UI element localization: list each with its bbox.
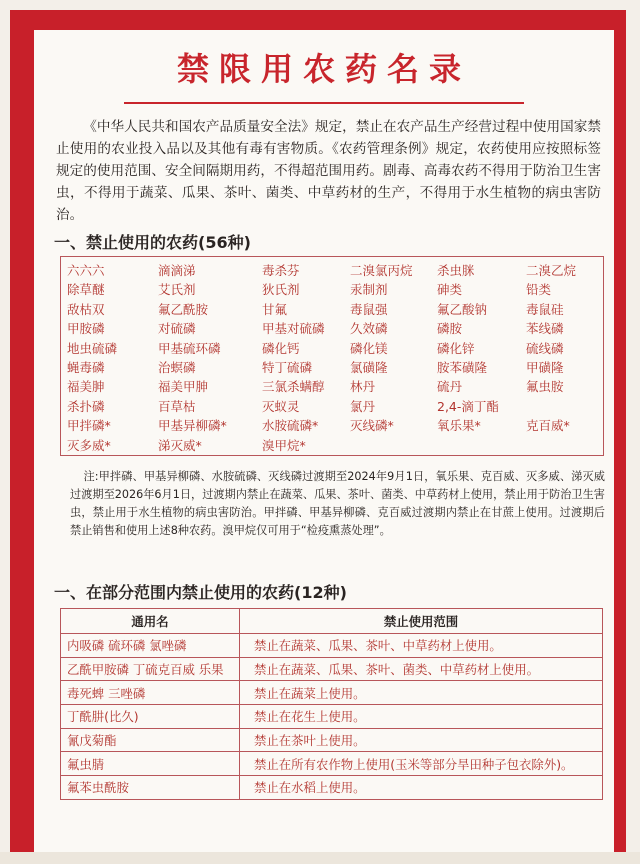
table-row — [61, 705, 603, 729]
banned-pesticide-item: 硫丹 — [437, 379, 463, 395]
banned-pesticide-item: 毒鼠硅 — [526, 301, 564, 317]
banned-pesticide-item: 六六六 — [67, 263, 105, 278]
intro-paragraph: 《中华人民共和国农产品质量安全法》规定，禁止在农产品生产经营过程中使用国家禁止使用的农业投入品以及其他有毒有害物质。《农药管理条例》规定，农药使用应按照标签规定的使用范围、安全间隔期用药，不得超范围用药。剧毒、高毒农药不得用于防治卫生害虫，不得用于蔬菜、瓜果、茶叶、菌类、中草药材的生产，不得用于水生植物的病虫害防治。 — [56, 119, 601, 223]
banned-pesticide-item: 福美甲胂 — [158, 379, 209, 395]
banned-pesticide-item: 林丹 — [350, 379, 376, 395]
banned-pesticide-item: 涕灭威* — [158, 437, 202, 453]
banned-pesticide-item: 磷化钙 — [262, 340, 300, 356]
banned-pesticide-item: 除草醚 — [67, 282, 105, 298]
banned-pesticide-item: 水胺硫磷* — [262, 418, 319, 434]
banned-pesticide-item: 杀虫脒 — [437, 263, 475, 278]
banned-pesticide-item: 氟乙酸钠 — [437, 301, 488, 317]
banned-pesticide-item: 氯丹 — [350, 398, 376, 414]
banned-pesticide-item: 福美胂 — [67, 379, 105, 395]
banned-pesticide-item: 克百威* — [526, 418, 570, 434]
banned-pesticide-item: 滴滴涕 — [158, 263, 196, 278]
pesticide-name-cell: 氟苯虫酰胺 — [61, 776, 240, 800]
banned-pesticide-item: 甲基硫环磷 — [158, 340, 221, 356]
banned-pesticide-item: 汞制剂 — [350, 282, 388, 298]
banned-pesticide-item: 苯线磷 — [526, 321, 564, 337]
banned-pesticide-item: 甲胺磷 — [67, 321, 105, 337]
banned-pesticide-item: 二溴乙烷 — [526, 263, 577, 278]
page-title: 禁限用农药名录 — [176, 50, 471, 88]
banned-pesticide-item — [526, 397, 603, 416]
table-row — [61, 728, 603, 752]
section-heading-restricted: 一、在部分范围内禁止使用的农药(12种) — [54, 583, 347, 602]
section-heading-banned: 一、禁止使用的农药(56种) — [54, 233, 251, 252]
document-page — [34, 30, 614, 852]
pesticide-name-cell: 氟虫腈 — [61, 752, 240, 776]
banned-pesticide-item: 蝇毒磷 — [67, 360, 105, 376]
banned-pesticide-item: 甲磺隆 — [526, 360, 564, 376]
banned-pesticide-item: 艾氏剂 — [158, 282, 196, 298]
banned-pesticide-item: 杀扑磷 — [67, 398, 105, 414]
column-header-range: 禁止使用范围 — [240, 609, 603, 634]
table-row — [61, 657, 603, 681]
pesticide-name-cell: 乙酰甲胺磷 丁硫克百威 乐果 — [61, 657, 240, 681]
transition-note: 注:甲拌磷、甲基异柳磷、水胺硫磷、灭线磷过渡期至2024年9月1日，氧乐果、克百威、灭多威、涕灭威过渡期至2026年6月1日，过渡期内禁止在蔬菜、瓜果、茶叶、菌类、中草药材上使用，禁止用于防治卫生害虫，禁止用于水生植物的病虫害防治。甲拌磷、甲基异柳磷、克百威过渡期内禁止在甘蔗上使用。过渡期后禁止销售和使用上述8种农药。溴甲烷仅可用于“检疫熏蒸处理”。 — [70, 470, 605, 537]
banned-pesticide-item — [437, 436, 526, 455]
column-header-name: 通用名 — [61, 609, 240, 634]
restriction-range-cell: 禁止在蔬菜、瓜果、茶叶、中草药材上使用。 — [240, 634, 603, 658]
banned-pesticide-item: 地虫硫磷 — [67, 340, 118, 356]
banned-pesticide-item — [350, 436, 437, 455]
table-header-row — [61, 609, 603, 634]
banned-pesticide-item: 百草枯 — [158, 398, 196, 414]
restriction-range-cell: 禁止在所有农作物上使用(玉米等部分旱田种子包衣除外)。 — [240, 752, 603, 776]
banned-pesticide-item: 甘氟 — [262, 301, 288, 317]
banned-pesticides-box — [60, 256, 604, 456]
banned-pesticide-item: 氟乙酰胺 — [158, 301, 209, 317]
banned-pesticide-item: 特丁硫磷 — [262, 360, 313, 376]
banned-pesticide-item: 狄氏剂 — [262, 282, 300, 298]
banned-pesticide-item: 敌枯双 — [67, 301, 105, 317]
table-row — [61, 634, 603, 658]
pesticide-name-cell: 毒死蜱 三唑磷 — [61, 681, 240, 705]
banned-pesticide-item: 砷类 — [437, 282, 463, 298]
banned-pesticide-item: 溴甲烷* — [262, 437, 306, 453]
banned-pesticide-item: 三氯杀螨醇 — [262, 379, 325, 395]
restriction-range-cell: 禁止在花生上使用。 — [240, 705, 603, 729]
banned-pesticide-item: 灭线磷* — [350, 418, 394, 434]
restriction-range-cell: 禁止在茶叶上使用。 — [240, 728, 603, 752]
banned-pesticide-item: 磷化锌 — [437, 340, 475, 356]
banned-pesticides-grid — [67, 261, 603, 455]
pesticide-name-cell: 内吸磷 硫环磷 氯唑磷 — [61, 634, 240, 658]
restriction-range-cell: 禁止在水稻上使用。 — [240, 776, 603, 800]
pesticide-name-cell: 丁酰肼(比久) — [61, 705, 240, 729]
banned-pesticide-item: 铅类 — [526, 282, 552, 298]
pesticide-name-cell: 氰戊菊酯 — [61, 728, 240, 752]
banned-pesticide-item: 毒杀芬 — [262, 263, 300, 278]
banned-pesticide-item: 灭蚁灵 — [262, 398, 300, 414]
page-bottom-edge — [0, 852, 640, 864]
banned-pesticide-item: 甲基对硫磷 — [262, 321, 325, 337]
banned-pesticide-item: 胺苯磺隆 — [437, 360, 488, 376]
banned-pesticide-item: 对硫磷 — [158, 321, 196, 337]
banned-pesticide-item: 治螟磷 — [158, 360, 196, 376]
banned-pesticide-item — [526, 436, 603, 455]
banned-pesticide-item: 灭多威* — [67, 437, 111, 453]
banned-pesticide-item: 硫线磷 — [526, 340, 564, 356]
banned-pesticide-item: 久效磷 — [350, 321, 388, 337]
banned-pesticide-item: 氯磺隆 — [350, 360, 388, 376]
banned-pesticide-item: 氟虫胺 — [526, 379, 564, 395]
table-row — [61, 752, 603, 776]
restricted-pesticides-table — [60, 608, 603, 800]
banned-pesticide-item: 磷化镁 — [350, 340, 388, 356]
banned-pesticide-item: 2,4-滴丁酯 — [437, 398, 499, 414]
restriction-range-cell: 禁止在蔬菜、瓜果、茶叶、菌类、中草药材上使用。 — [240, 657, 603, 681]
banned-pesticide-item: 氧乐果* — [437, 418, 481, 434]
banned-pesticide-item: 甲基异柳磷* — [158, 418, 227, 434]
table-row — [61, 681, 603, 705]
title-underline — [124, 102, 524, 104]
banned-pesticide-item: 磷胺 — [437, 321, 463, 337]
banned-pesticide-item: 毒鼠强 — [350, 301, 388, 317]
restriction-range-cell: 禁止在蔬菜上使用。 — [240, 681, 603, 705]
banned-pesticide-item: 二溴氯丙烷 — [350, 263, 413, 278]
banned-pesticide-item: 甲拌磷* — [67, 418, 111, 434]
table-row — [61, 776, 603, 800]
